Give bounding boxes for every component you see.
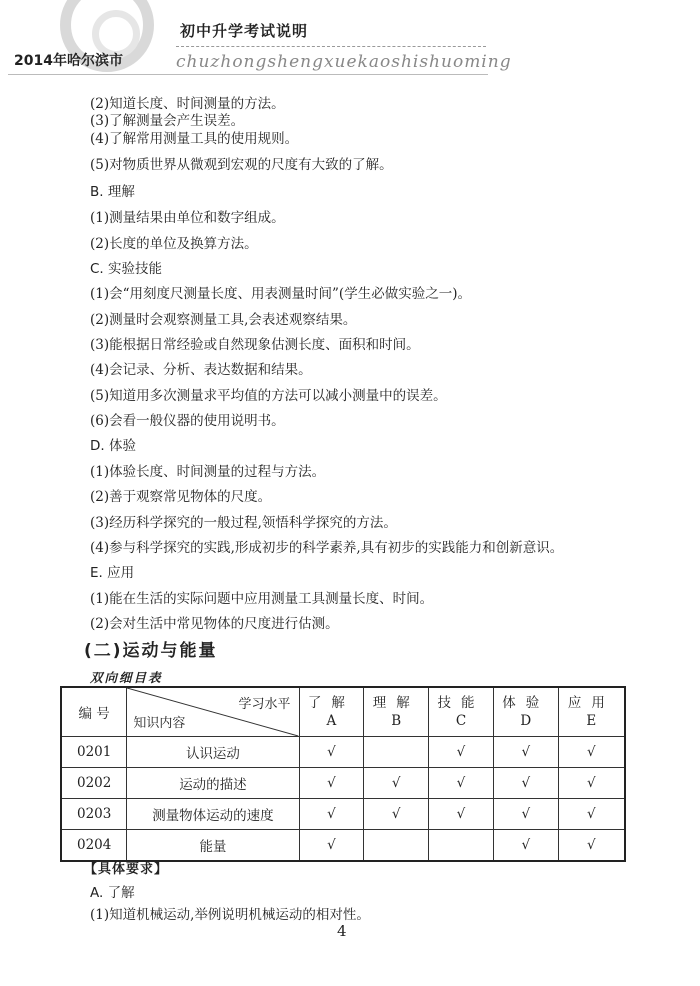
- check-mark: √: [558, 799, 625, 830]
- body-line: (5)知道用多次测量求平均值的方法可以减小测量中的误差。: [90, 388, 447, 404]
- body-line: (3)能根据日常经验或自然现象估测长度、面积和时间。: [90, 337, 420, 353]
- table-row: [61, 830, 625, 862]
- subheading-experience: D. 体验: [90, 438, 136, 454]
- row-topic: 认识运动: [127, 737, 299, 768]
- diag-label-level: 学习水平: [238, 697, 291, 712]
- body-line: (4)参与科学探究的实践,形成初步的科学素养,具有初步的实践能力和创新意识。: [90, 540, 564, 556]
- col-header-diagonal: [127, 687, 299, 737]
- body-line: (2)知道长度、时间测量的方法。: [90, 96, 285, 112]
- level-code: C: [455, 713, 467, 729]
- body-line: (1)体验长度、时间测量的过程与方法。: [90, 464, 326, 480]
- col-header-level: [558, 687, 625, 737]
- check-mark: √: [558, 830, 625, 862]
- row-id: 0201: [61, 737, 127, 768]
- row-id: 0202: [61, 768, 127, 799]
- subheading-experiment: C. 实验技能: [90, 261, 163, 277]
- check-mark: [364, 830, 429, 862]
- check-mark: √: [493, 799, 558, 830]
- row-topic: 运动的描述: [127, 768, 299, 799]
- subheading-understand: B. 理解: [90, 184, 135, 200]
- col-header-level: [299, 687, 364, 737]
- row-id: 0203: [61, 799, 127, 830]
- col-header-number: 编 号: [61, 687, 127, 737]
- body-line: (1)知道机械运动,举例说明机械运动的相对性。: [90, 907, 370, 923]
- table-caption: 双向细目表: [90, 670, 163, 685]
- row-topic: 测量物体运动的速度: [127, 799, 299, 830]
- body-line: (5)对物质世界从微观到宏观的尺度有大致的了解。: [90, 157, 393, 173]
- level-name: 技能: [437, 695, 485, 711]
- level-name: 理解: [372, 695, 420, 711]
- body-line: (1)测量结果由单位和数字组成。: [90, 210, 285, 226]
- row-id: 0204: [61, 830, 127, 862]
- check-mark: √: [558, 737, 625, 768]
- table-row: [61, 768, 625, 799]
- body-line: (2)善于观察常见物体的尺度。: [90, 489, 272, 505]
- check-mark: √: [493, 830, 558, 862]
- check-mark: [364, 737, 429, 768]
- header-dashed-rule: [176, 46, 486, 47]
- check-mark: √: [493, 768, 558, 799]
- check-mark: [429, 830, 494, 862]
- check-mark: √: [429, 768, 494, 799]
- page-number: 4: [337, 922, 347, 940]
- body-line: (1)会“用刻度尺测量长度、用表测量时间”(学生必做实验之一)。: [90, 286, 471, 302]
- header-pinyin: chuzhongshengxuekaoshishuoming: [176, 52, 512, 72]
- body-line: (6)会看一般仪器的使用说明书。: [90, 413, 285, 429]
- check-mark: √: [429, 799, 494, 830]
- level-name: 应用: [567, 695, 615, 711]
- body-line: (3)经历科学探究的一般过程,领悟科学探究的方法。: [90, 515, 397, 531]
- specific-requirements-title: 【具体要求】: [84, 862, 169, 877]
- header-rule: [8, 74, 488, 75]
- table-row: [61, 737, 625, 768]
- body-line: (3)了解测量会产生误差。: [90, 113, 245, 129]
- check-mark: √: [299, 768, 364, 799]
- check-mark: √: [364, 768, 429, 799]
- body-line: (2)会对生活中常见物体的尺度进行估测。: [90, 616, 339, 632]
- check-mark: √: [558, 768, 625, 799]
- row-topic: 能量: [127, 830, 299, 862]
- check-mark: √: [299, 737, 364, 768]
- body-line: (4)会记录、分析、表达数据和结果。: [90, 362, 312, 378]
- body-line: (2)测量时会观察测量工具,会表述观察结果。: [90, 312, 357, 328]
- objectives-table: [60, 686, 626, 862]
- col-header-level: [493, 687, 558, 737]
- diag-label-content: 知识内容: [133, 716, 186, 731]
- header-year-city: 2014年哈尔滨市: [14, 53, 123, 69]
- check-mark: √: [299, 830, 364, 862]
- col-header-level: [429, 687, 494, 737]
- table-row: [61, 799, 625, 830]
- body-line: (4)了解常用测量工具的使用规则。: [90, 131, 299, 147]
- check-mark: √: [493, 737, 558, 768]
- section-title: (二)运动与能量: [84, 641, 218, 661]
- level-code: D: [520, 713, 532, 729]
- subheading-apply: E. 应用: [90, 565, 135, 581]
- check-mark: √: [429, 737, 494, 768]
- level-name: 体验: [502, 695, 550, 711]
- body-line: (1)能在生活的实际问题中应用测量工具测量长度、时间。: [90, 591, 434, 607]
- level-code: A: [326, 713, 337, 729]
- col-header-level: [364, 687, 429, 737]
- subheading-know: A. 了解: [90, 885, 135, 901]
- body-line: (2)长度的单位及换算方法。: [90, 236, 258, 252]
- level-name: 了解: [307, 695, 355, 711]
- level-code: B: [391, 713, 402, 729]
- check-mark: √: [299, 799, 364, 830]
- table-header-row: [61, 687, 625, 737]
- check-mark: √: [364, 799, 429, 830]
- header-title: 初中升学考试说明: [180, 22, 309, 40]
- level-code: E: [586, 713, 597, 729]
